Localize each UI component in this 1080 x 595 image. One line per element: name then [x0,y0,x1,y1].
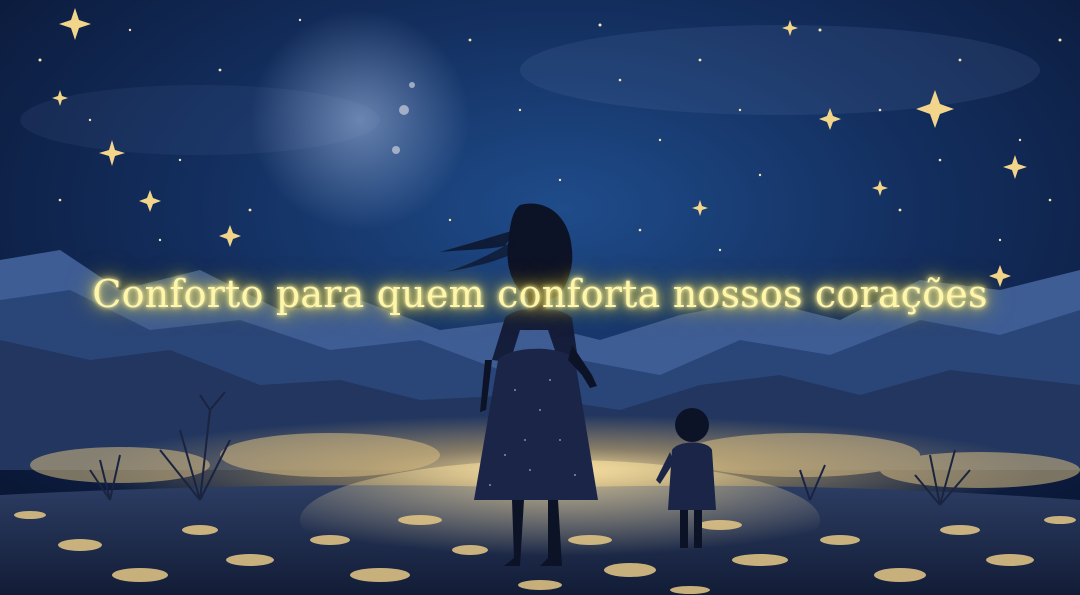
moon-crater [399,105,409,115]
moon-crater [392,146,400,154]
milky-way [520,25,1040,115]
moon-crater [409,82,415,88]
moon-glow [250,10,470,230]
headline-text: Conforto para quem conforta nossos corações [92,272,988,316]
